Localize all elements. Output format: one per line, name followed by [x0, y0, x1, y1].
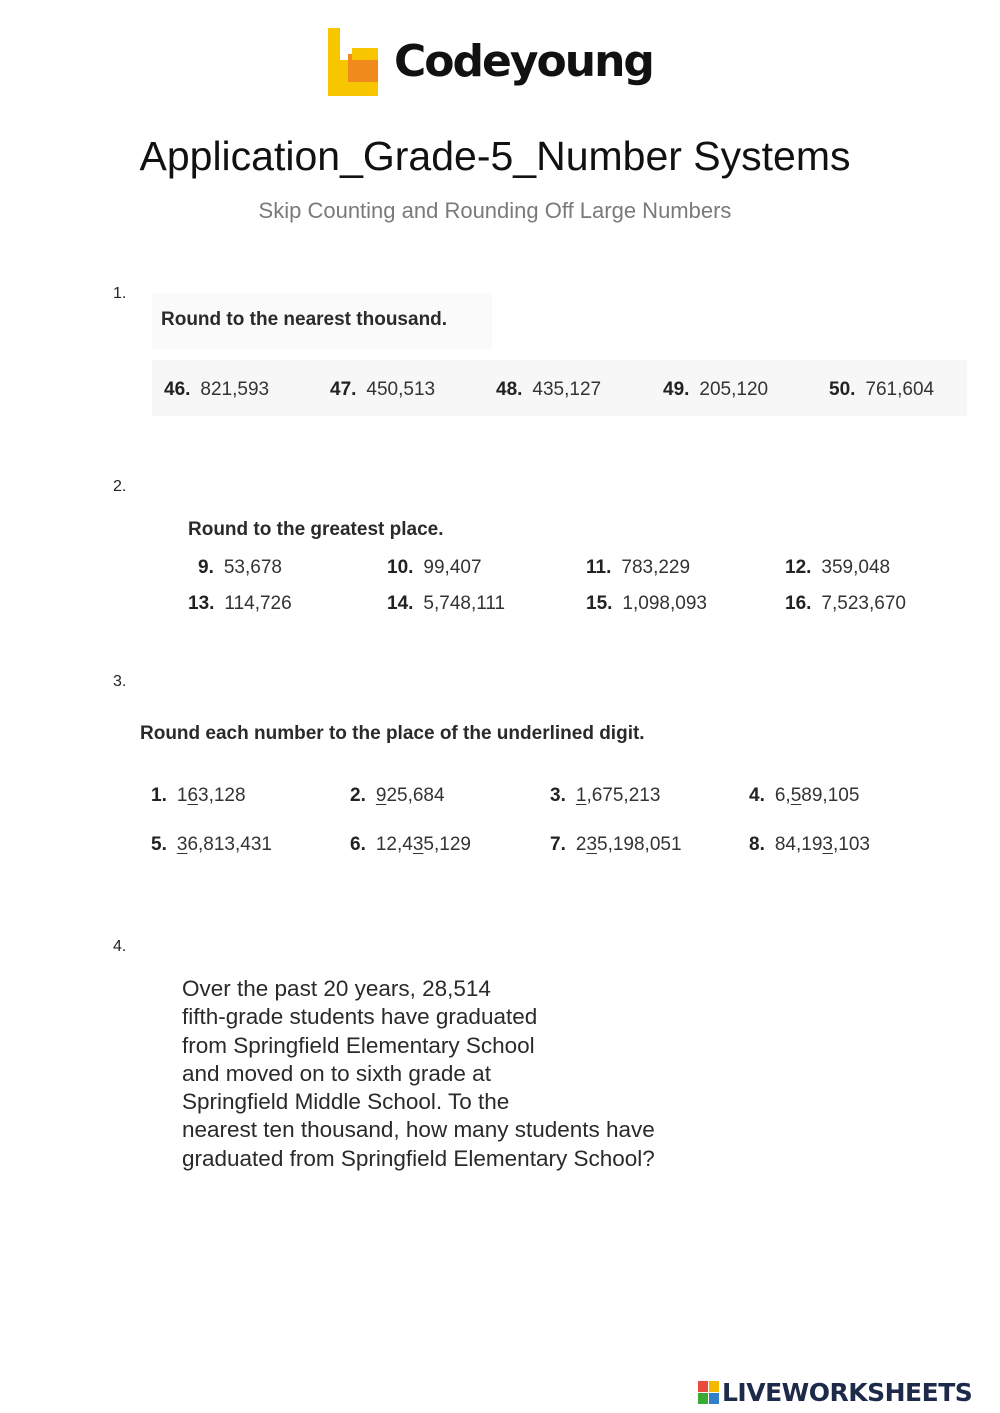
q1-item-label: 50. — [829, 379, 856, 400]
word-problem-line: from Springfield Elementary School — [182, 1032, 535, 1058]
page-subtitle: Skip Counting and Rounding Off Large Numbers — [258, 198, 732, 223]
q3-item-value-post: ,103 — [832, 834, 870, 855]
q2-item — [387, 593, 505, 615]
word-problem-line: nearest ten thousand, how many students have — [182, 1117, 655, 1143]
q3-item-value-post: 89,105 — [801, 785, 860, 806]
q1-item-value: 450,513 — [366, 379, 436, 400]
q3-item — [749, 785, 859, 807]
q2-item-label: 16. — [785, 593, 812, 614]
question-1-instruction: Round to the nearest thousand. — [161, 309, 448, 330]
q2-item-label: 10. — [387, 557, 414, 578]
liveworksheets-wordmark: LIVEWORKSHEETS — [722, 1378, 973, 1407]
q3-item-value-pre: 6, — [774, 785, 791, 806]
underlined-digit: 1 — [575, 785, 587, 806]
q2-item — [586, 557, 690, 579]
q1-item-value: 435,127 — [532, 379, 602, 400]
question-3-number: 3. — [113, 673, 127, 690]
q1-item-value: 821,593 — [200, 379, 270, 400]
q1-item — [496, 379, 601, 401]
question-4-word-problem — [182, 975, 742, 1173]
q3-item-label: 2. — [350, 785, 366, 806]
q1-item-label: 46. — [164, 379, 191, 400]
q3-item-value-post: 5,129 — [423, 834, 471, 855]
q2-item-value: 114,726 — [224, 593, 292, 614]
q3-item-label: 8. — [749, 834, 765, 855]
underlined-digit: 3 — [176, 834, 188, 855]
q3-item — [350, 785, 445, 807]
q1-item-value: 761,604 — [865, 379, 935, 400]
q2-item — [387, 557, 482, 579]
q3-item — [550, 785, 660, 807]
q2-item-label: 13. — [188, 593, 215, 614]
underlined-digit: 3 — [822, 834, 833, 855]
codeyoung-logo — [326, 26, 666, 104]
q3-item — [151, 785, 246, 807]
underlined-digit: 6 — [187, 785, 199, 806]
q3-item-value-post: 3,128 — [198, 785, 246, 806]
q3-item-value-pre: 84,19 — [774, 834, 823, 855]
q3-item-label: 5. — [151, 834, 167, 855]
q3-item-value-post: ,675,213 — [586, 785, 661, 806]
q2-item-label: 9. — [198, 557, 214, 578]
q3-item-value-post: 25,684 — [386, 785, 445, 806]
q2-item-label: 15. — [586, 593, 613, 614]
word-problem-line: Springfield Middle School. To the — [182, 1089, 510, 1115]
word-problem-line: Over the past 20 years, 28,514 — [182, 976, 491, 1001]
q2-item — [198, 557, 282, 579]
q1-item — [330, 379, 435, 401]
q1-item — [663, 379, 768, 401]
q3-item-label: 3. — [550, 785, 566, 806]
question-1-number: 1. — [113, 285, 127, 302]
q3-item — [151, 834, 272, 856]
underlined-digit: 3 — [586, 834, 598, 855]
q1-item-label: 49. — [663, 379, 690, 400]
q3-item-value-pre: 2 — [575, 834, 587, 855]
underlined-digit: 5 — [790, 785, 802, 806]
q3-item-label: 4. — [749, 785, 765, 806]
q2-item-label: 14. — [387, 593, 414, 614]
q1-item-value: 205,120 — [699, 379, 769, 400]
q2-item-label: 12. — [785, 557, 812, 578]
logo-wordmark: Codeyoung — [394, 36, 653, 87]
q1-item-label: 47. — [330, 379, 357, 400]
liveworksheets-logo[interactable] — [698, 1378, 998, 1408]
q2-item-value: 783,229 — [621, 557, 691, 578]
q2-item — [785, 593, 906, 615]
liveworksheets-icon — [698, 1381, 720, 1405]
q1-item — [164, 379, 269, 401]
underlined-digit: 9 — [375, 785, 387, 806]
codeyoung-logo-icon — [326, 26, 382, 98]
word-problem-line: and moved on to sixth grade at — [182, 1060, 491, 1086]
q3-item-label: 6. — [350, 834, 366, 855]
q2-item-value: 1,098,093 — [622, 593, 707, 614]
q2-item-value: 53,678 — [223, 557, 282, 578]
q2-item-value: 359,048 — [821, 557, 891, 578]
q3-item-value-pre: 12,4 — [375, 834, 413, 855]
q2-item — [586, 593, 707, 615]
q2-item-value: 99,407 — [423, 557, 482, 578]
question-4-number: 4. — [113, 938, 127, 955]
q2-item — [188, 593, 292, 615]
word-problem-line: graduated from Springfield Elementary School? — [182, 1145, 655, 1171]
q3-item — [350, 834, 471, 856]
q2-item-value: 7,523,670 — [821, 593, 906, 614]
question-2-number: 2. — [113, 478, 127, 495]
q2-item-value: 5,748,111 — [423, 593, 506, 614]
question-3-instruction: Round each number to the place of the underlined digit. — [140, 723, 645, 744]
q3-item-value-post: 6,813,431 — [187, 834, 272, 855]
page-title: Application_Grade-5_Number Systems — [139, 133, 851, 179]
word-problem-line: fifth-grade students have graduated — [182, 1004, 538, 1030]
q1-item — [829, 379, 934, 401]
q2-item-label: 11. — [586, 557, 612, 578]
q3-item-value-pre: 1 — [176, 785, 188, 806]
q3-item-label: 1. — [151, 785, 167, 806]
underlined-digit: 3 — [412, 834, 424, 855]
q3-item — [550, 834, 682, 856]
q2-item — [785, 557, 890, 579]
q3-item-value-post: 5,198,051 — [597, 834, 682, 855]
q3-item-label: 7. — [550, 834, 566, 855]
question-2-instruction: Round to the greatest place. — [188, 519, 444, 540]
q3-item — [749, 834, 870, 856]
q1-item-label: 48. — [496, 379, 523, 400]
